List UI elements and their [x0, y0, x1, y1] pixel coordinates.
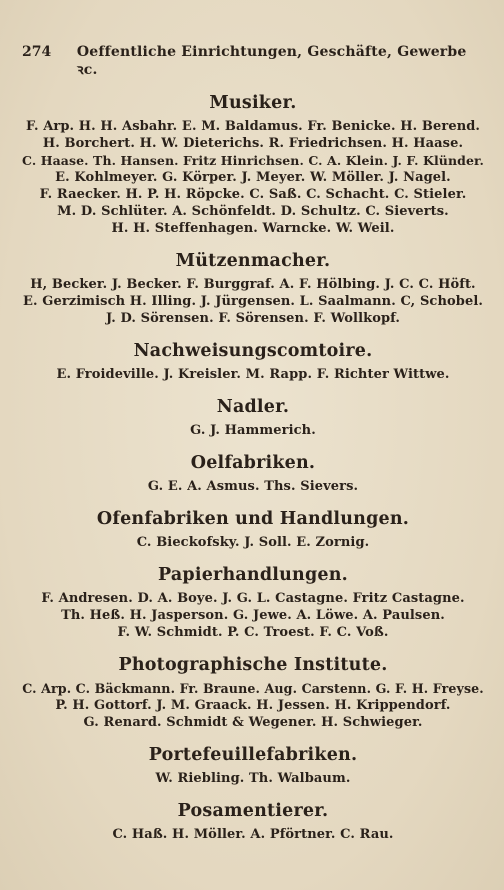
- entry-line: E. Gerzimisch H. Illing. J. Jürgensen. L. Saalmann. C, Schobel.: [22, 294, 483, 309]
- entry-line: F. Arp. H. H. Asbahr. E. M. Baldamus. Fr. Benicke. H. Berend.: [25, 119, 481, 134]
- trade-section: [22, 655, 484, 731]
- trade-section: [22, 453, 484, 495]
- entry-line: G. Renard. Schmidt & Wegener. H. Schwieger.: [83, 715, 423, 730]
- entry-line: H. Borchert. H. W. Dieterichs. R. Friedrichsen. H. Haase.: [42, 136, 464, 151]
- entry-line: Th. Heß. H. Jasperson. G. Jewe. A. Löwe. A. Paulsen.: [61, 608, 445, 623]
- trade-section: [22, 341, 484, 383]
- entry-line: F. Raecker. H. P. H. Röpcke. C. Saß. C. Schacht. C. Stieler.: [39, 187, 467, 202]
- running-head: Oeffentliche Einrichtungen, Geschäfte, Gewerbe ꝛc.: [76, 44, 467, 78]
- entry-line: C. Arp. C. Bäckmann. Fr. Braune. Aug. Carstenn. G. F. H. Freyse.: [22, 681, 484, 696]
- entry-line: E. Kohlmeyer. G. Körper. J. Meyer. W. Möller. J. Nagel.: [55, 170, 451, 185]
- section-heading: Photographische Institute.: [118, 655, 388, 675]
- section-heading: Mützenmacher.: [175, 251, 331, 271]
- entry-line: P. H. Gottorf. J. M. Graack. H. Jessen. H. Krippendorf.: [55, 698, 451, 713]
- section-heading: Nachweisungscomtoire.: [133, 341, 373, 361]
- section-heading: Musiker.: [209, 93, 297, 113]
- section-heading: Papierhandlungen.: [158, 565, 348, 585]
- trade-section: [22, 745, 484, 787]
- trade-section: [22, 801, 484, 843]
- entry-line: F. W. Schmidt. P. C. Troest. F. C. Voß.: [117, 625, 389, 640]
- trade-section: [22, 509, 484, 551]
- page-header: [22, 44, 484, 79]
- entry-line: H, Becker. J. Becker. F. Burggraf. A. F. Hölbing. J. C. C. Höft.: [30, 277, 476, 292]
- entry-line: C. Haß. H. Möller. A. Pförtner. C. Rau.: [112, 827, 394, 842]
- entry-line: F. Andresen. D. A. Boye. J. G. L. Castagne. Fritz Castagne.: [41, 591, 465, 606]
- entry-line: G. E. A. Asmus. Ths. Sievers.: [147, 479, 359, 494]
- section-heading: Nadler.: [216, 397, 290, 417]
- section-heading: Posamentierer.: [177, 801, 329, 821]
- trade-section: [22, 93, 484, 237]
- trade-section: [22, 397, 484, 439]
- section-heading: Portefeuillefabriken.: [148, 745, 358, 765]
- entry-line: W. Riebling. Th. Walbaum.: [155, 771, 351, 786]
- section-heading: Ofenfabriken und Handlungen.: [96, 509, 410, 529]
- page-number: 274: [22, 44, 52, 60]
- entry-line: C. Haase. Th. Hansen. Fritz Hinrichsen. C. A. Klein. J. F. Klünder.: [22, 153, 484, 168]
- entry-line: E. Froideville. J. Kreisler. M. Rapp. F. Richter Wittwe.: [56, 367, 450, 382]
- entry-line: H. H. Steffenhagen. Warncke. W. Weil.: [111, 221, 395, 236]
- entry-line: J. D. Sörensen. F. Sörensen. F. Wollkopf.: [105, 311, 401, 326]
- trade-section: [22, 251, 484, 327]
- section-heading: Oelfabriken.: [190, 453, 316, 473]
- entry-line: G. J. Hammerich.: [190, 423, 316, 438]
- trade-section: [22, 565, 484, 641]
- directory-sections: [22, 93, 484, 843]
- entry-line: C. Bieckofsky. J. Soll. E. Zornig.: [136, 535, 370, 550]
- entry-line: M. D. Schlüter. A. Schönfeldt. D. Schultz. C. Sieverts.: [57, 204, 449, 219]
